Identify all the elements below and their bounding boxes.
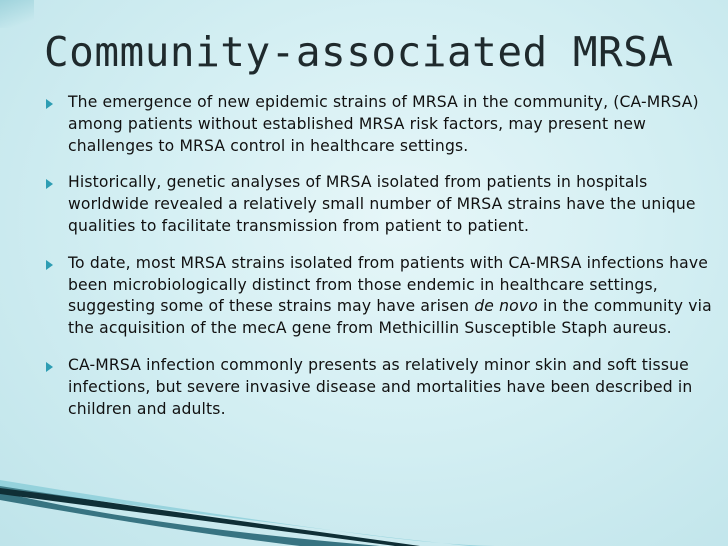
triangle-bullet-icon — [46, 179, 53, 189]
bullet-text: CA-MRSA infection commonly presents as relatively minor skin and soft tissue infections, but severe invasive disease and mortalities have been described in children and adults. — [68, 355, 693, 418]
bullet-text: The emergence of new epidemic strains of MRSA in the community, (CA-MRSA) among patients without established MRSA risk factors, may present new challenges to MRSA control in healthcare settings. — [68, 93, 699, 155]
bullet-list — [44, 92, 714, 420]
slide-title: Community-associated MRSA — [44, 28, 674, 76]
triangle-bullet-icon — [46, 260, 53, 270]
bullet-item — [44, 172, 714, 237]
bullet-text: Historically, genetic analyses of MRSA isolated from patients in hospitals worldwide revealed a relatively small number of MRSA strains have the unique qualities to facilitate transmission from patient to patient. — [68, 173, 696, 235]
corner-decoration — [0, 0, 34, 28]
bullet-text-part: To date, most MRSA strains isolated from patients with CA-MRSA infections have been microbiologically distinct from those endemic in healthcare settings, suggesting some of these strains may have arisen — [68, 253, 709, 316]
bullet-item — [44, 253, 714, 340]
bullet-text — [68, 254, 712, 337]
bullet-item — [44, 92, 714, 157]
bullet-text-part: in the community via the acquisition of the mecA gene from Methicillin Susceptible Staph aureus. — [68, 297, 712, 338]
bullet-item — [44, 355, 714, 420]
triangle-bullet-icon — [46, 362, 53, 372]
triangle-bullet-icon — [46, 99, 53, 109]
bullet-text-emphasis: de novo — [474, 297, 538, 316]
